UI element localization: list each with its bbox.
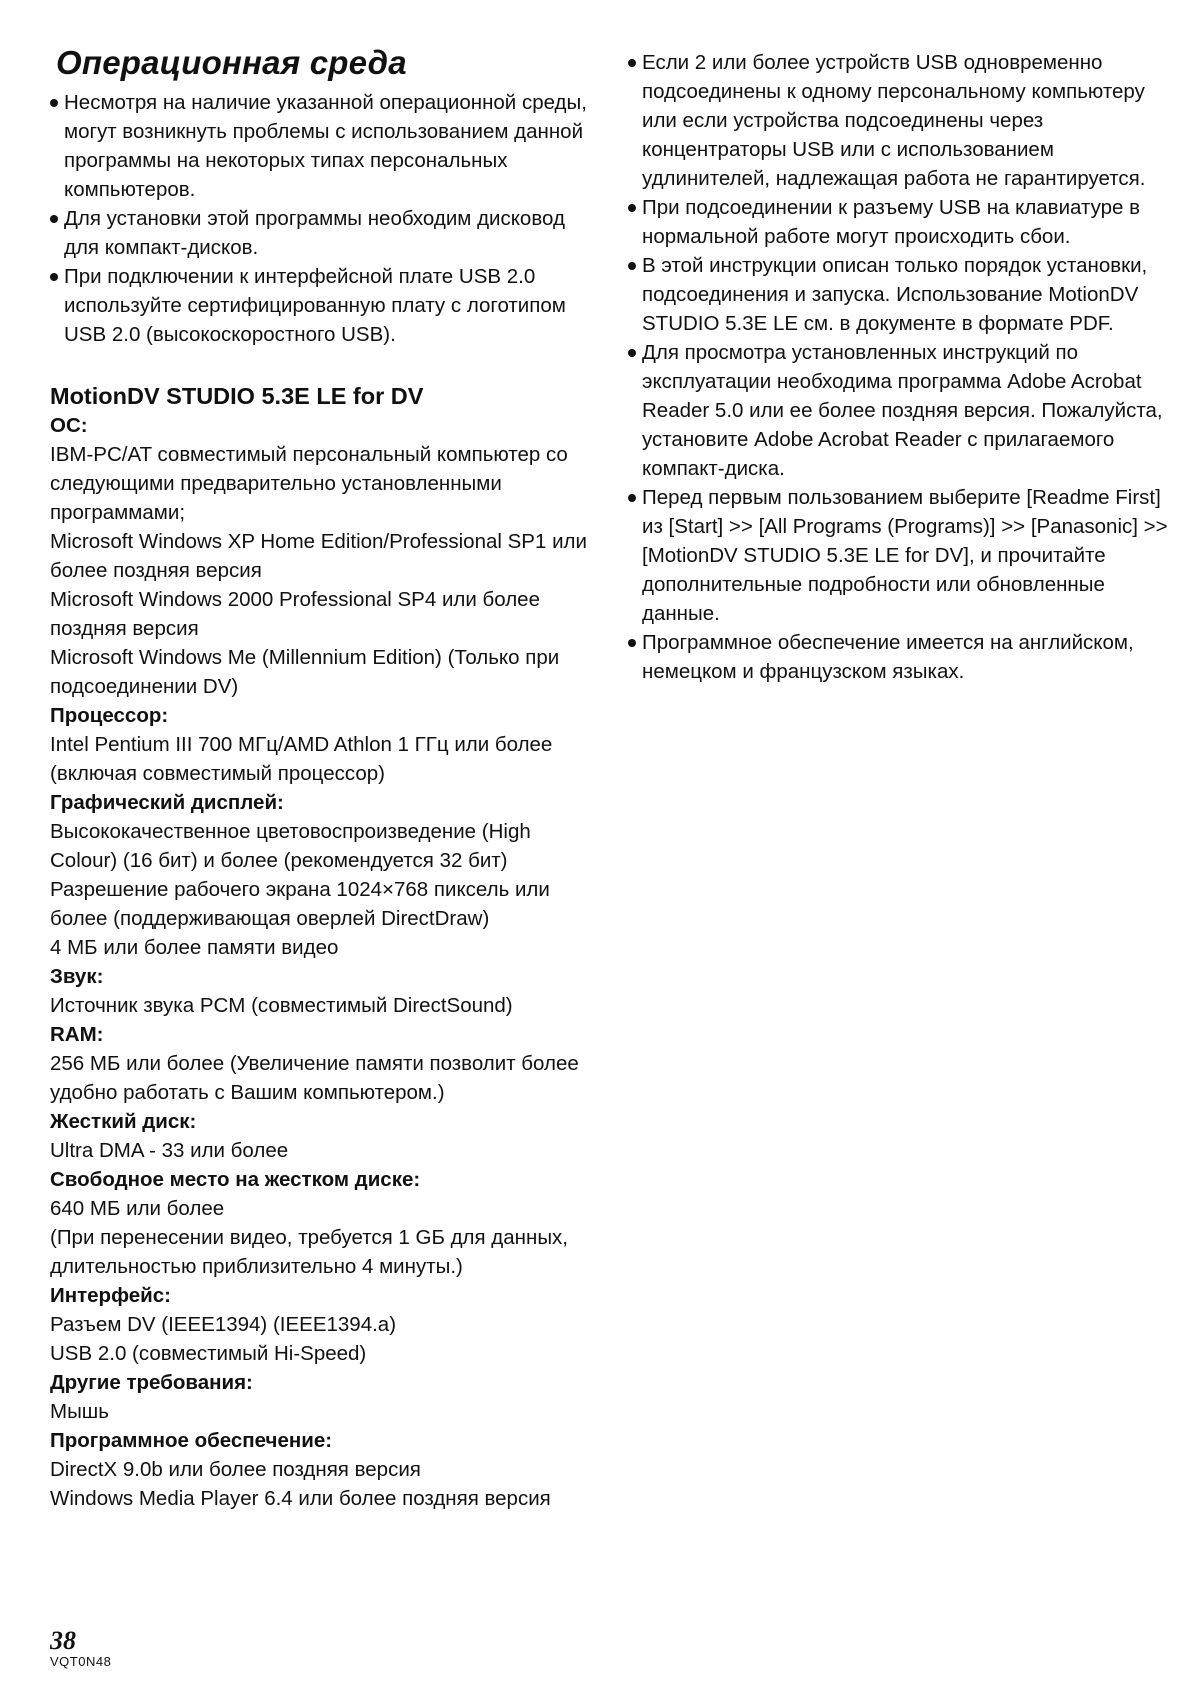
bullet-item: Программное обеспечение имеется на английском, немецком и французском языках. bbox=[628, 628, 1168, 686]
spec-line: Источник звука PCM (совместимый DirectSound) bbox=[50, 994, 513, 1017]
spec-label-os: ОС: bbox=[50, 414, 88, 437]
spec-software bbox=[50, 1426, 598, 1513]
spec-label-software: Программное обеспечение: bbox=[50, 1429, 333, 1452]
spec-label-free-space: Свободное место на жестком диске: bbox=[50, 1168, 421, 1191]
spec-line: Высококачественное цветовоспроизведение (High Colour) (16 бит) и более (рекомендуется 32 бит) bbox=[50, 820, 531, 872]
spec-line: Microsoft Windows 2000 Professional SP4 или более поздняя версия bbox=[50, 588, 540, 640]
spec-processor bbox=[50, 701, 598, 788]
bullet-item: Перед первым пользованием выберите [Readme First] из [Start] >> [All Programs (Programs)] >> [Panasonic] >> [MotionDV STUDIO 5.3E LE for DV], и прочитайте дополнительные подробности или обновленные данные. bbox=[628, 483, 1168, 628]
section-title: MotionDV STUDIO 5.3E LE for DV bbox=[50, 383, 424, 409]
spec-label-interface: Интерфейс: bbox=[50, 1284, 171, 1307]
spec-display bbox=[50, 788, 598, 962]
spec-other bbox=[50, 1368, 598, 1426]
spec-line: USB 2.0 (совместимый Hi-Speed) bbox=[50, 1342, 367, 1365]
spec-os bbox=[50, 411, 598, 701]
spec-line: IBM-PC/AT совместимый персональный компьютер со следующими предварительно установленными программами; bbox=[50, 443, 568, 524]
page-number: 38 bbox=[50, 1626, 76, 1655]
spec-line: Мышь bbox=[50, 1400, 109, 1423]
spec-line: Разрешение рабочего экрана 1024×768 пиксель или более (поддерживающая оверлей DirectDraw) bbox=[50, 878, 550, 930]
spec-label-hdd: Жесткий диск: bbox=[50, 1110, 197, 1133]
spec-label-sound: Звук: bbox=[50, 965, 104, 988]
bullet-item: При подключении к интерфейсной плате USB 2.0 используйте сертифицированную плату с логотипом USB 2.0 (высокоскоростного USB). bbox=[50, 262, 598, 349]
spec-line: 640 МБ или более bbox=[50, 1197, 225, 1220]
spec-line: DirectX 9.0b или более поздняя версия bbox=[50, 1458, 421, 1481]
spec-line: (При перенесении видео, требуется 1 GБ для данных, длительностью приблизительно 4 минуты.) bbox=[50, 1226, 568, 1278]
left-column bbox=[50, 44, 598, 1513]
page-title: Операционная среда bbox=[56, 44, 407, 81]
spec-free-space bbox=[50, 1165, 598, 1281]
right-column bbox=[628, 48, 1168, 686]
spec-ram bbox=[50, 1020, 598, 1107]
bullet-item: При подсоединении к разъему USB на клавиатуре в нормальной работе могут происходить сбои. bbox=[628, 193, 1168, 251]
bullet-item: Несмотря на наличие указанной операционной среды, могут возникнуть проблемы с использованием данной программы на некоторых типах персональных компьютеров. bbox=[50, 88, 598, 204]
spec-label-ram: RAM: bbox=[50, 1023, 104, 1046]
spec-line: Ultra DMA - 33 или более bbox=[50, 1139, 289, 1162]
spec-line: Microsoft Windows Me (Millennium Edition) (Только при подсоединении DV) bbox=[50, 646, 560, 698]
spec-line: 4 МБ или более памяти видео bbox=[50, 936, 339, 959]
spec-line: Windows Media Player 6.4 или более поздняя версия bbox=[50, 1487, 551, 1510]
page-footer bbox=[50, 1628, 111, 1669]
spec-label-processor: Процессор: bbox=[50, 704, 169, 727]
spec-line: Microsoft Windows XP Home Edition/Professional SP1 или более поздняя версия bbox=[50, 530, 587, 582]
right-bullet-list bbox=[628, 48, 1168, 686]
document-code: VQT0N48 bbox=[50, 1654, 112, 1669]
spec-line: Разъем DV (IEEE1394) (IEEE1394.a) bbox=[50, 1313, 397, 1336]
spec-interface bbox=[50, 1281, 598, 1368]
spec-label-display: Графический дисплей: bbox=[50, 791, 284, 814]
spec-line: Intel Pentium III 700 МГц/AMD Athlon 1 ГГц или более (включая совместимый процессор) bbox=[50, 733, 553, 785]
spec-label-other: Другие требования: bbox=[50, 1371, 253, 1394]
bullet-item: В этой инструкции описан только порядок установки, подсоединения и запуска. Использование MotionDV STUDIO 5.3E LE см. в документе в формате PDF. bbox=[628, 251, 1168, 338]
spec-line: 256 МБ или более (Увеличение памяти позволит более удобно работать с Вашим компьютером.) bbox=[50, 1052, 579, 1104]
spec-hdd bbox=[50, 1107, 598, 1165]
bullet-item: Если 2 или более устройств USB одновременно подсоединены к одному персональному компьютеру или если устройства подсоединены через концентраторы USB или с использованием удлинителей, надлежащая работа не гарантируется. bbox=[628, 48, 1168, 193]
bullet-item: Для установки этой программы необходим дисковод для компакт-дисков. bbox=[50, 204, 598, 262]
left-bullet-list bbox=[50, 88, 598, 349]
bullet-item: Для просмотра установленных инструкций по эксплуатации необходима программа Adobe Acrobat Reader 5.0 или ее более поздняя версия. Пожалуйста, установите Adobe Acrobat Reader с прилагаемого компакт-диска. bbox=[628, 338, 1168, 483]
spec-sound bbox=[50, 962, 598, 1020]
